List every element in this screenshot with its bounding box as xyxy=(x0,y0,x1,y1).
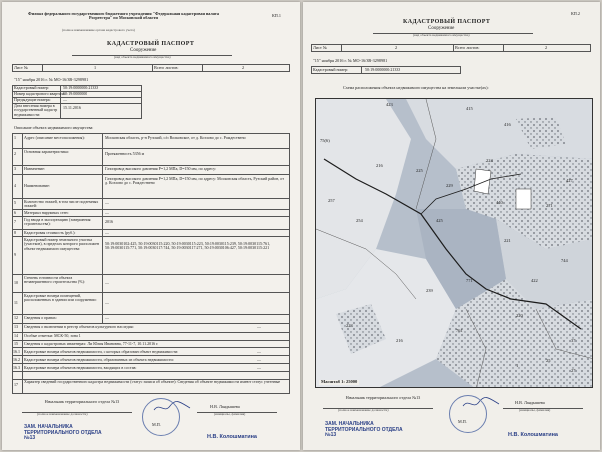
stamp-name: Н.В. Колошматина xyxy=(207,434,257,440)
row-value: — xyxy=(105,231,109,235)
row-label: Наименование: xyxy=(24,184,51,188)
map-label: 425 xyxy=(436,218,443,223)
passport-sheet-1 xyxy=(2,2,300,450)
org-header: Филиал федерального государственного бюджетного учреждения "Федеральная кадастровая палата Росреестра" по Московской области xyxy=(28,11,219,21)
map-scale: Масштаб 1: 25000 xyxy=(321,379,358,384)
object-type-caption: (вид объекта недвижимого имущества) xyxy=(114,55,171,59)
map-label: 257 xyxy=(328,198,335,203)
row-number: 14 xyxy=(14,334,18,338)
row-value: — xyxy=(105,301,109,305)
prev-numbers-label: Предыдущие номера: xyxy=(14,98,51,102)
site-scheme-map xyxy=(315,98,593,388)
row-label: Сведения о кадастровых инженерах: Ли Юлия Ивановна, 77-11-7, 10.11.2016 г. xyxy=(24,342,159,346)
row-number: 8 xyxy=(14,231,16,235)
row-value: Московская область, р-н Рузский, с/п Волковское, от д. Козлово до с. Рождествено xyxy=(105,136,246,140)
row-number: 16.3 xyxy=(13,366,20,370)
seal-mark: М.П. xyxy=(458,419,467,424)
cad-number-label: Кадастровый номер: xyxy=(313,68,348,72)
row-label: Сведения о правах: xyxy=(24,316,57,320)
row-value: Протяженность 5356 м xyxy=(105,152,145,156)
row-label: Кадастровые номера объектов недвижимости, образованных из объекта недвижимости: xyxy=(24,358,174,362)
row-number: 17 xyxy=(14,383,18,387)
map-label: 1 xyxy=(516,363,519,368)
form-code: КП.2 xyxy=(571,11,580,16)
signatory-name-caption: (инициалы, фамилия) xyxy=(214,412,246,416)
sheet-number-row xyxy=(311,44,591,52)
object-type-caption: (вид объекта недвижимого имущества) xyxy=(413,33,470,37)
approval-stamp: ЗАМ. НАЧАЛЬНИКА ТЕРРИТОРИАЛЬНОГО ОТДЕЛА №13 xyxy=(24,424,102,441)
signatory-role-caption: (полное наименование должности) xyxy=(338,408,389,412)
row-label: Назначение: xyxy=(24,167,45,171)
row-number: 4 xyxy=(14,184,16,188)
row-label: Характер сведений государственного кадастра недвижимости (статус записи об объекте): Сведения об объекте недвижимости имеют статус учтенные xyxy=(24,380,281,384)
approval-stamp: ЗАМ. НАЧАЛЬНИКА ТЕРРИТОРИАЛЬНОГО ОТДЕЛА №13 xyxy=(325,421,403,438)
description-title: Описание объекта недвижимого имущества: xyxy=(14,125,94,130)
map-label: 771 xyxy=(466,278,473,283)
sheets-total-label: Всего листов: xyxy=(154,65,179,70)
map-label: 216 xyxy=(396,338,403,343)
row-value: — xyxy=(105,316,109,320)
row-value: 2016 xyxy=(105,220,113,224)
map-label: 761 xyxy=(456,328,463,333)
map-label: 415 xyxy=(466,106,473,111)
row-label: Кадастровый номер земельного участка (участков), в пределах которого расположен объект недвижимого имущества: xyxy=(24,238,100,251)
signatory-name-caption: (инициалы, фамилия) xyxy=(519,408,551,412)
cad-number: 50:19:0000000:21333 xyxy=(63,86,99,90)
map-label: 225 xyxy=(416,168,423,173)
sheet-number-label: Лист № xyxy=(313,45,327,50)
prev-numbers: — xyxy=(63,98,67,102)
map-label: 423 xyxy=(386,102,393,107)
quarter-number: 50:19:0000000 xyxy=(63,92,88,96)
row-number: 3 xyxy=(14,167,16,171)
cad-number-label: Кадастровый номер: xyxy=(14,86,49,90)
row-value: — xyxy=(257,325,261,329)
document-title: КАДАСТРОВЫЙ ПАСПОРТ xyxy=(403,19,491,25)
row-number: 12 xyxy=(14,316,18,320)
object-type: Сооружение xyxy=(130,48,157,53)
signatory-name: Н.В. Ландышева xyxy=(515,400,545,405)
map-label: 427 xyxy=(566,178,573,183)
map-label: 221 xyxy=(504,238,511,243)
document-title: КАДАСТРОВЫЙ ПАСПОРТ xyxy=(107,41,195,47)
form-code: КП.1 xyxy=(272,13,281,18)
row-label: Основная характеристика: xyxy=(24,150,69,154)
row-value: — xyxy=(105,201,109,205)
map-label: 229 xyxy=(446,183,453,188)
scheme-title: Схема расположения объекта недвижимого имущества на земельном участке(ах): xyxy=(343,85,489,90)
row-number: 6 xyxy=(14,211,16,215)
map-label: 27 xyxy=(571,368,576,373)
row-label: Степень готовности объекта незавершенного строительства (%): xyxy=(24,276,85,285)
row-number: 1 xyxy=(14,136,16,140)
entry-date-label: Дата внесения номера в государственный кадастр недвижимости: xyxy=(14,104,58,117)
quarter-label: Номер кадастрового квартала: xyxy=(14,92,66,96)
map-label: 75(6) xyxy=(320,138,330,143)
stamp-name: Н.В. Колошматина xyxy=(508,432,558,438)
map-label: 440 xyxy=(496,200,503,205)
official-seal xyxy=(449,395,487,433)
row-label: Материал наружных стен: xyxy=(24,211,69,215)
row-label: Адрес (описание местоположения): xyxy=(24,136,85,140)
entry-date: 15.11.2016 xyxy=(63,106,81,110)
map-label: 25 xyxy=(546,358,551,363)
row-value: — xyxy=(257,366,261,370)
row-value: Газопровод высокого давления Р=1,2 МПа, D=150 мм, по адресу: Московская область, Рузский район, от д. Козлово до с. Рождествено xyxy=(105,177,284,186)
row-label: Год ввода в эксплуатацию (завершения строительства): xyxy=(24,218,91,227)
row-label: Кадастровые номера помещений, расположенных в здании или сооружении: xyxy=(24,294,97,303)
map-label: 37 xyxy=(571,338,576,343)
map-label: 254 xyxy=(356,218,363,223)
row-value: — xyxy=(257,350,261,354)
row-label: Кадастровая стоимость (руб.): xyxy=(24,231,76,235)
map-label: 416 xyxy=(504,122,511,127)
row-number: 11 xyxy=(14,301,18,305)
map-label: 744 xyxy=(561,258,568,263)
signatory-name: Н.В. Ландышева xyxy=(210,404,240,409)
row-number: 16.2 xyxy=(13,358,20,362)
row-label: Особые отметки: МСК-50, зона 1 xyxy=(24,334,81,338)
sheet-number: 1 xyxy=(94,65,97,70)
map-label: 223 xyxy=(346,323,353,328)
org-header-caption: (полное наименование органа кадастрового учета) xyxy=(62,28,135,32)
sheet-number: 2 xyxy=(395,45,398,50)
sheet-number-row xyxy=(12,64,290,72)
sheets-total-label: Всего листов: xyxy=(455,45,480,50)
sheets-total: 2 xyxy=(242,65,245,70)
map-label: 239 xyxy=(426,288,433,293)
row-number: 10 xyxy=(14,281,18,285)
signatory-role: Начальник территориального отдела №13 xyxy=(345,395,421,400)
passport-sheet-2 xyxy=(303,2,600,450)
date-line: "15" ноября 2016 г. № МО-16/ЗВ-3298981 xyxy=(14,77,89,82)
cadastral-map-graphic xyxy=(316,99,593,388)
map-label: 422 xyxy=(531,278,538,283)
row-number: 13 xyxy=(14,325,18,329)
map-label: 220 xyxy=(516,313,523,318)
row-number: 2 xyxy=(14,152,16,156)
map-label: 271 xyxy=(546,203,553,208)
row-number: 7 xyxy=(14,220,16,224)
row-label: Кадастровые номера объектов недвижимости, входящих в состав: xyxy=(24,366,137,370)
row-number: 5 xyxy=(14,201,16,205)
cad-number: 50:19:0000000:21333 xyxy=(365,68,401,72)
row-value: — xyxy=(105,281,109,285)
signatory-role: Начальник территориального отдела №13 xyxy=(44,399,120,404)
row-value: 50:19:0030102:425, 50:19:0030115:220, 50:19:0030115:223, 50:19:0030115:239, 50:19:0030115:761, 50:19:0030115:771, 50:19:0030117:744, 50:19:0030117:271, 50:19:0030106:427, 50:19:0030115:221 xyxy=(105,242,271,251)
row-label: Кадастровые номера объектов недвижимости, с которых образован объект недвижимости: xyxy=(24,350,179,354)
row-number: 15 xyxy=(14,342,18,346)
row-value: — xyxy=(257,358,261,362)
row-value: — xyxy=(105,211,109,215)
row-label: Сведения о включении в реестр объектов культурного наследия: xyxy=(24,325,134,329)
date-line: "15" ноября 2016 г. № МО-16/ЗВ-3298981 xyxy=(313,58,388,63)
sheets-total: 2 xyxy=(545,45,548,50)
row-value: Газопровод высокого давления Р=1,2 МПа, D=150 мм, по адресу: xyxy=(105,167,217,171)
row-label: Количество этажей, в том числе подземных этажей: xyxy=(24,200,99,209)
signatory-role-caption: (полное наименование должности) xyxy=(37,412,88,416)
row-number: 16.1 xyxy=(13,350,20,354)
row-number: 9 xyxy=(14,253,16,257)
sheet-number-label: Лист № xyxy=(14,65,28,70)
map-label: 224 xyxy=(486,158,493,163)
map-label: 216 xyxy=(376,163,383,168)
object-type: Сооружение xyxy=(428,26,455,31)
seal-mark: М.П. xyxy=(152,422,161,427)
official-seal xyxy=(142,398,180,436)
